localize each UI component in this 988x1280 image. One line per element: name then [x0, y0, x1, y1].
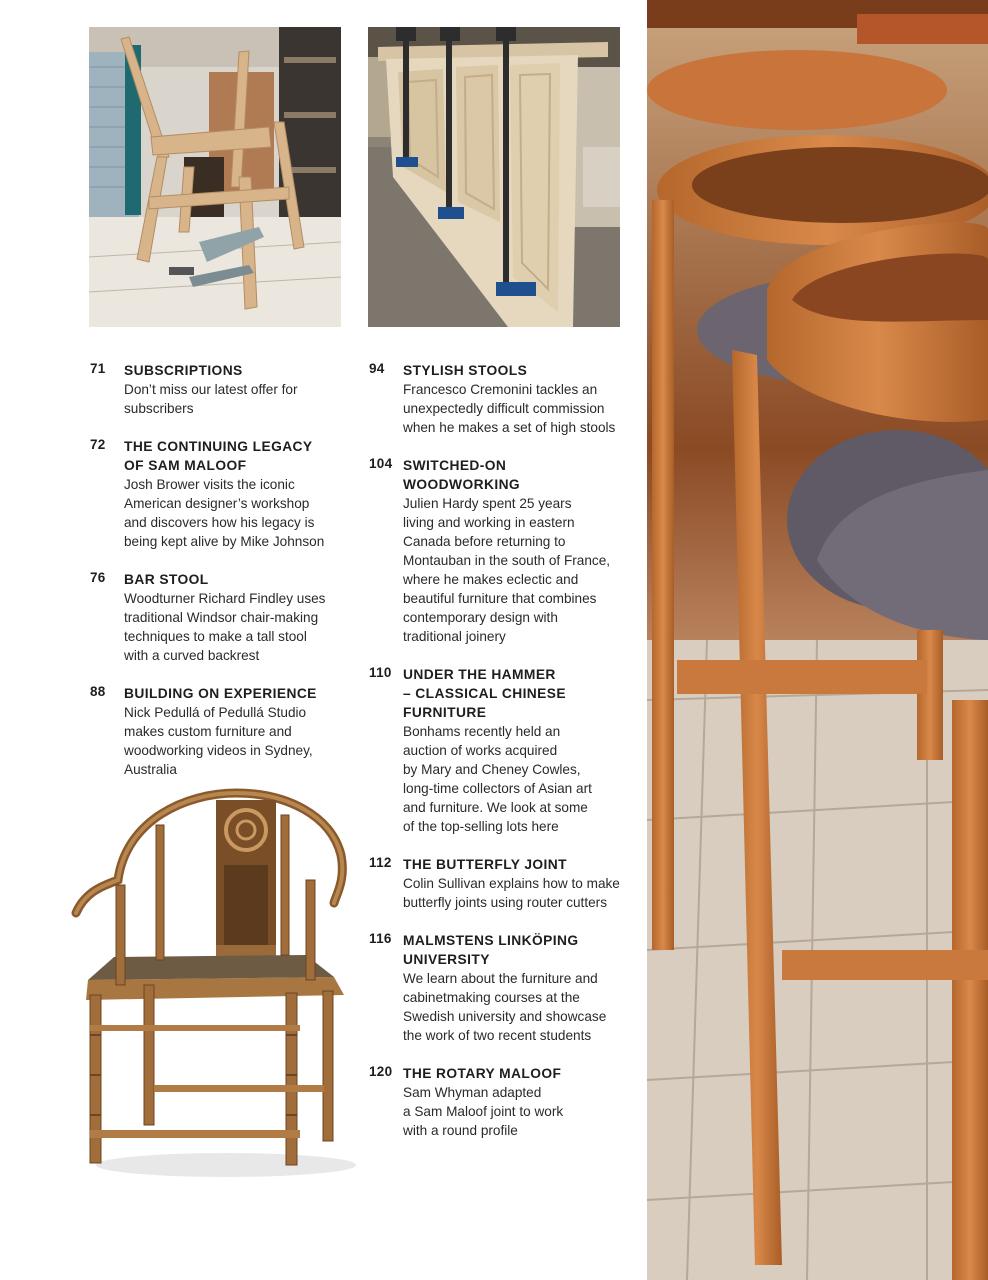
toc-description: Woodturner Richard Findley uses traditional Windsor chair-making techniques to make a tall stool with a curved backrest [124, 591, 326, 663]
toc-description: Bonhams recently held an auction of works acquired by Mary and Cheney Cowles, long-time collectors of Asian art and furniture. We look at some of the top-selling lots here [403, 724, 592, 834]
chair-frame-in-workshop-photo [89, 27, 341, 327]
clamped-cabinet-in-workshop-photo [368, 27, 620, 327]
toc-page-number: 112 [369, 855, 392, 870]
toc-description: Nick Pedullá of Pedullá Studio makes custom furniture and woodworking videos in Sydney, Australia [124, 705, 313, 777]
toc-page-number: 88 [90, 684, 106, 699]
toc-title: SUBSCRIPTIONS [124, 363, 243, 378]
toc-title: SWITCHED-ON WOODWORKING [403, 458, 521, 492]
toc-entry-71[interactable] [90, 361, 350, 418]
bar-stools-closeup-photo [647, 0, 988, 1280]
chinese-horseshoe-armchair-photo [66, 785, 356, 1185]
toc-description: Josh Brower visits the iconic American designer’s workshop and discovers how his legacy is being kept alive by Mike Johnson [124, 477, 325, 549]
toc-entry-116[interactable] [369, 931, 629, 1045]
toc-description: Sam Whyman adapted a Sam Maloof joint to work with a round profile [403, 1085, 564, 1138]
toc-entry-120[interactable] [369, 1064, 629, 1140]
toc-entry-94[interactable] [369, 361, 629, 437]
toc-description: Colin Sullivan explains how to make butterfly joints using router cutters [403, 876, 620, 910]
toc-description: Francesco Cremonini tackles an unexpectedly difficult commission when he makes a set of high stools [403, 382, 616, 435]
toc-title: MALMSTENS LINKÖPING UNIVERSITY [403, 933, 579, 967]
toc-title: THE CONTINUING LEGACY OF SAM MALOOF [124, 439, 313, 473]
toc-entry-112[interactable] [369, 855, 629, 912]
toc-title: BAR STOOL [124, 572, 209, 587]
toc-page-number: 110 [369, 665, 392, 680]
toc-title: THE BUTTERFLY JOINT [403, 857, 567, 872]
toc-description: Julien Hardy spent 25 years living and working in eastern Canada before returning to Montauban in the south of France, where he makes eclectic and beautiful furniture that combines contemporary design with traditional joinery [403, 496, 611, 644]
toc-entry-88[interactable] [90, 684, 350, 779]
toc-description: Don’t miss our latest offer for subscribers [124, 382, 298, 416]
toc-entry-110[interactable] [369, 665, 629, 836]
toc-title: THE ROTARY MALOOF [403, 1066, 562, 1081]
toc-entry-76[interactable] [90, 570, 350, 665]
toc-page-number: 71 [90, 361, 106, 376]
toc-page-number: 120 [369, 1064, 393, 1079]
toc-page-number: 72 [90, 437, 106, 452]
toc-description: We learn about the furniture and cabinetmaking courses at the Swedish university and showcase the work of two recent students [403, 971, 607, 1043]
toc-page-number: 76 [90, 570, 106, 585]
toc-entry-104[interactable] [369, 456, 629, 646]
toc-title: BUILDING ON EXPERIENCE [124, 686, 317, 701]
toc-entry-72[interactable] [90, 437, 350, 551]
toc-title: STYLISH STOOLS [403, 363, 528, 378]
toc-title: UNDER THE HAMMER – CLASSICAL CHINESE FURNITURE [403, 667, 566, 720]
toc-page-number: 104 [369, 456, 393, 471]
toc-page-number: 94 [369, 361, 385, 376]
toc-page-number: 116 [369, 931, 392, 946]
